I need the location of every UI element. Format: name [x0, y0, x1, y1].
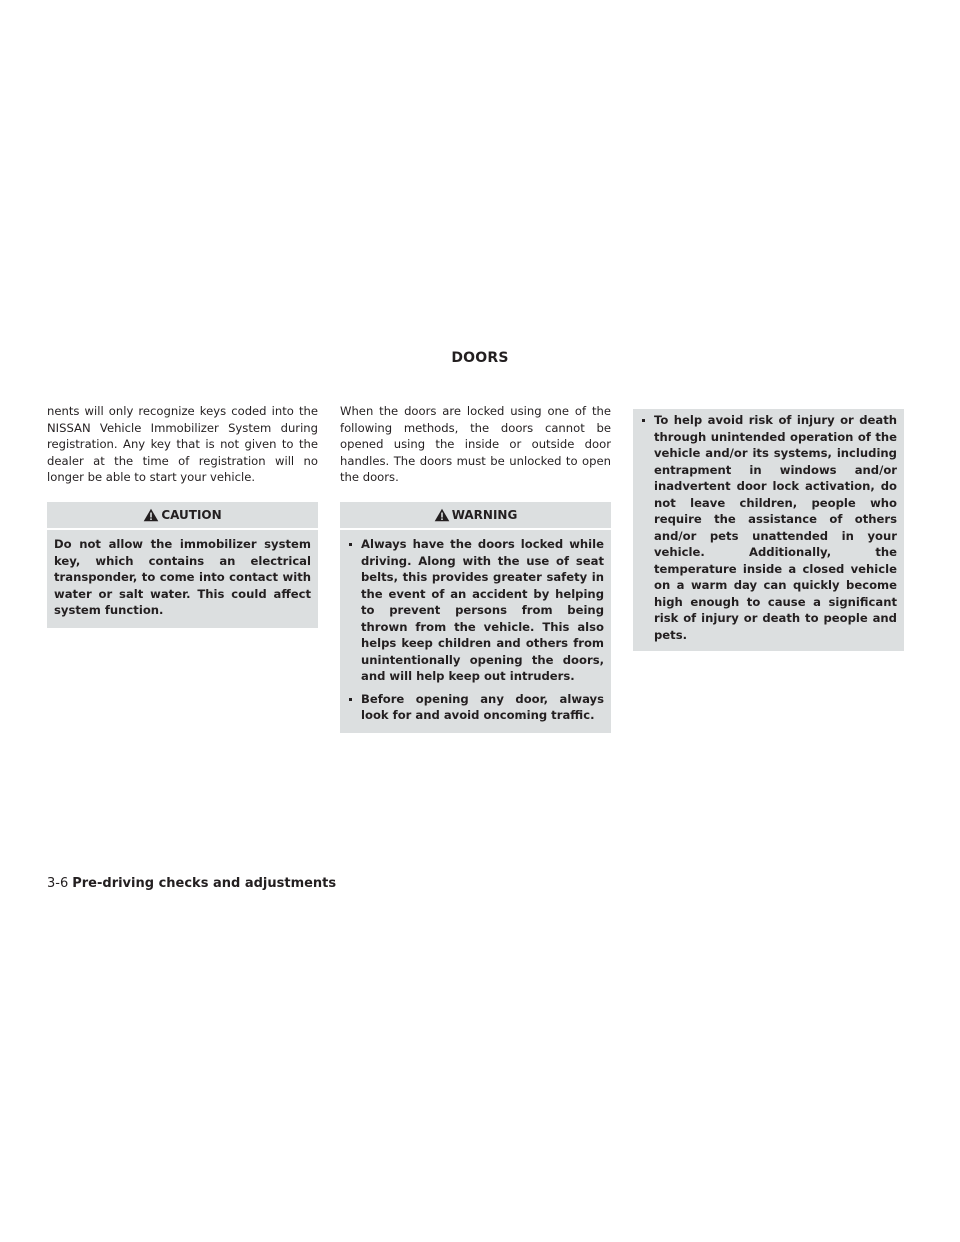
warning-header — [340, 502, 611, 531]
column-3 — [633, 409, 904, 651]
section-title: DOORS — [451, 350, 509, 366]
warning-triangle-icon — [143, 508, 159, 522]
warning-triangle-icon — [434, 508, 450, 522]
caution-box — [47, 502, 318, 628]
list-item: Always have the doors locked while driving. Along with the use of seat belts, this provides greater safety in the event of an accident by helping to prevent persons from being thrown from the vehicle. This also helps keep children and others from unintentionally opening the doors, and will help keep out intruders. — [347, 536, 604, 685]
warning-box — [340, 502, 611, 733]
caution-text: Do not allow the immobilizer system key, which contains an electrical transponder, to come into contact with water or salt water. This could affect system function. — [54, 537, 311, 617]
warning-body — [340, 530, 611, 733]
list-item: Before opening any door, always look for and avoid oncoming traffic. — [347, 691, 604, 724]
chapter-title: Pre-driving checks and adjustments — [72, 876, 337, 891]
warning-continued-body — [633, 409, 904, 651]
list-item: To help avoid risk of injury or death through unintended operation of the vehicle and/or its systems, including entrapment in windows and/or inadvertent door lock activation, do not leave children, people who require the assistance of others and/or pets unattended in your vehicle. Additionally, the temperature inside a closed vehicle on a warm day can quickly become high enough to cause a significant risk of injury or death to people and pets. — [640, 412, 897, 643]
warning-continued-list — [640, 412, 897, 643]
caution-label: CAUTION — [161, 507, 222, 522]
caution-header — [47, 502, 318, 531]
warning-label: WARNING — [451, 507, 518, 522]
warning-continued-box — [633, 409, 904, 651]
immobilizer-paragraph: nents will only recognize keys coded into the NISSAN Vehicle Immobilizer System during registration. Any key that is not given to the dealer at the time of registration will no longer be able to start your vehicle. — [47, 404, 318, 484]
warning-list — [347, 536, 604, 724]
doors-locked-paragraph: When the doors are locked using one of the following methods, the doors cannot be opened using the inside or outside door handles. The doors must be unlocked to open the doors. — [340, 404, 611, 484]
column-2 — [340, 403, 611, 733]
page-footer — [47, 876, 336, 891]
column-1 — [47, 403, 318, 628]
page-number: 3-6 — [47, 876, 69, 891]
